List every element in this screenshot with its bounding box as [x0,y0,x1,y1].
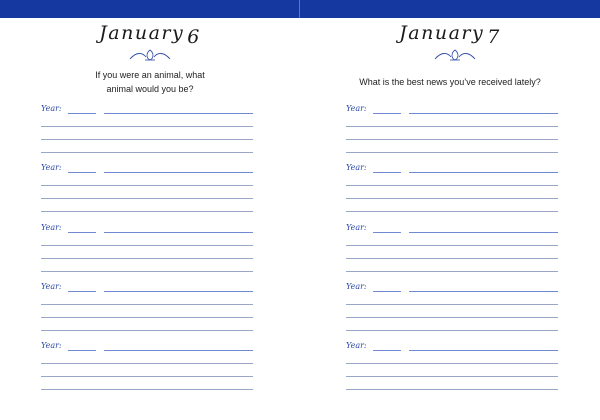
answer-line[interactable] [41,330,253,331]
daily-question [300,75,600,89]
answer-line[interactable] [346,198,558,199]
answer-line[interactable] [346,211,558,212]
year-entry [346,341,558,389]
answer-line[interactable] [104,113,253,114]
answer-line[interactable] [41,185,253,186]
answer-line[interactable] [409,113,558,114]
answer-line[interactable] [41,245,253,246]
year-label: Year: [346,282,367,291]
date-month: January [399,22,485,44]
answer-line[interactable] [41,376,253,377]
answer-line[interactable] [41,271,253,272]
answer-line[interactable] [41,152,253,153]
year-label: Year: [41,104,62,113]
question-line-1: What is the best news you’ve received lately? [359,77,541,87]
answer-line[interactable] [346,317,558,318]
answer-line[interactable] [104,232,253,233]
answer-line[interactable] [41,389,253,390]
answer-line[interactable] [41,317,253,318]
year-input-line[interactable] [68,350,96,351]
year-label: Year: [41,282,62,291]
year-label: Year: [41,163,62,172]
answer-line[interactable] [41,363,253,364]
answer-line[interactable] [346,304,558,305]
answer-line[interactable] [346,152,558,153]
answer-line[interactable] [41,304,253,305]
answer-line[interactable] [104,291,253,292]
year-entry [346,104,558,152]
answer-line[interactable] [409,291,558,292]
year-input-line[interactable] [373,232,401,233]
answer-line[interactable] [346,271,558,272]
answer-line[interactable] [41,258,253,259]
answer-line[interactable] [104,350,253,351]
flourish-ornament-icon [128,48,172,62]
daily-question [0,68,300,96]
year-entry [41,163,253,211]
answer-line[interactable] [346,330,558,331]
year-entry [41,341,253,389]
answer-line[interactable] [409,350,558,351]
answer-line[interactable] [41,211,253,212]
question-line-1: If you were an animal, what [95,70,205,80]
year-label: Year: [41,341,62,350]
answer-line[interactable] [346,363,558,364]
journal-page-right [300,0,600,420]
answer-line[interactable] [346,258,558,259]
year-input-line[interactable] [373,350,401,351]
answer-line[interactable] [346,245,558,246]
year-label: Year: [41,223,62,232]
year-entry [41,223,253,271]
year-entry [41,282,253,330]
question-line-2: animal would you be? [106,84,194,94]
answer-line[interactable] [104,172,253,173]
answer-line[interactable] [346,376,558,377]
year-entry [346,163,558,211]
year-input-line[interactable] [373,172,401,173]
year-entry [41,104,253,152]
year-input-line[interactable] [68,113,96,114]
answer-line[interactable] [346,139,558,140]
year-entry [346,223,558,271]
year-input-line[interactable] [373,113,401,114]
date-day: 6 [187,26,201,48]
year-label: Year: [346,163,367,172]
year-input-line[interactable] [68,172,96,173]
year-input-line[interactable] [68,232,96,233]
answer-line[interactable] [346,389,558,390]
answer-line[interactable] [41,198,253,199]
page-date-title [0,22,300,48]
answer-line[interactable] [41,126,253,127]
answer-line[interactable] [41,139,253,140]
date-month: January [99,22,185,44]
answer-line[interactable] [409,232,558,233]
year-label: Year: [346,341,367,350]
answer-line[interactable] [409,172,558,173]
date-day: 7 [487,26,501,48]
answer-line[interactable] [346,126,558,127]
page-date-title [300,22,600,48]
year-label: Year: [346,223,367,232]
year-input-line[interactable] [68,291,96,292]
year-entry [346,282,558,330]
flourish-ornament-icon [433,48,477,62]
year-label: Year: [346,104,367,113]
year-input-line[interactable] [373,291,401,292]
answer-line[interactable] [346,185,558,186]
